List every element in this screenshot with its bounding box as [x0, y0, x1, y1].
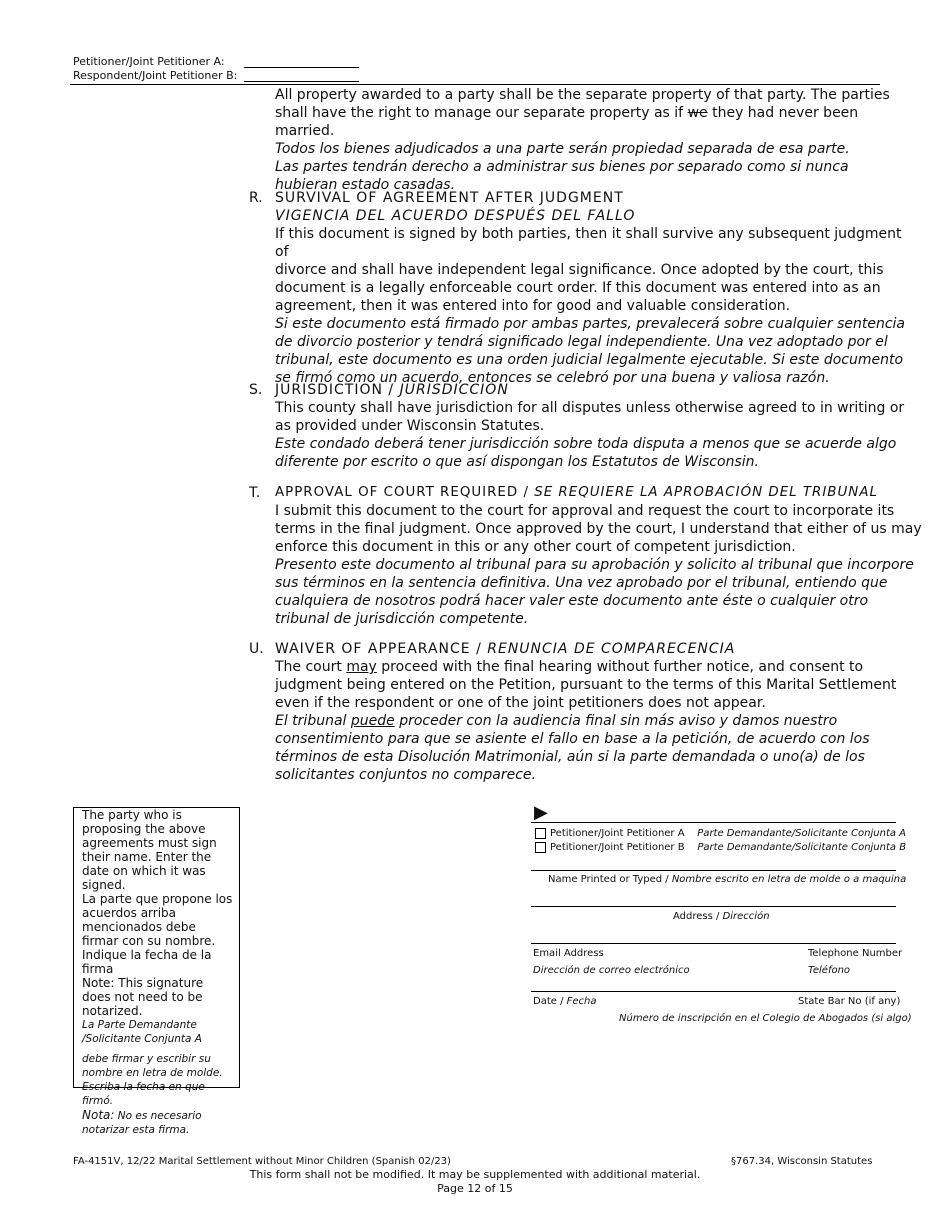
section-u [275, 640, 915, 784]
section-u-text-es: solicitantes conjuntos no comparece. [275, 767, 536, 783]
section-r-text-es: tribunal, este documento es una orden judicial legalmente ejecutable. Si este documento [275, 352, 904, 368]
section-u-text-es: El tribunal puede proceder con la audiencia final sin más aviso y damos nuestro [275, 713, 838, 729]
intro-en-line: All property awarded to a party shall be the separate property of that party. The parties [275, 87, 890, 103]
section-u-text-es: consentimiento para que se asiente el fallo en base a la petición, de acuerdo con los [275, 731, 870, 747]
instructions-es-italic-2: debe firmar y escribir su nombre en letra de molde. Escriba la fecha en que firmó. [82, 1053, 223, 1107]
section-r-text-es: se firmó como un acuerdo, entonces se celebró por una buena y valiosa razón. [275, 370, 830, 386]
option-b[interactable]: Petitioner/Joint Petitioner B Parte Demandante/Solicitante Conjunta B [535, 841, 906, 854]
intro-es-line: hubieran estado casadas. [275, 177, 456, 193]
section-t-text-es: Presento este documento al tribunal para su aprobación y solicito al tribunal que incorpore [275, 557, 914, 573]
petitioner-name-line[interactable] [244, 67, 359, 68]
section-t-text: I submit this document to the court for approval and request the court to incorporate its [275, 503, 895, 519]
instructions-en: The party who is proposing the above agreements must sign their name. Enter the date on which it was signed. [82, 808, 217, 892]
email-label-es: Dirección de correo electrónico [533, 965, 690, 976]
section-t-text-es: tribunal de jurisdicción competente. [275, 611, 529, 627]
section-s-text-es: diferente por escrito o que así dispongan los Estatutos de Wisconsin. [275, 454, 759, 470]
intro-en-line2: shall have the right to manage our separate property as if we they had never been married. [275, 105, 859, 139]
signature-line[interactable] [531, 822, 896, 823]
instructions-es-italic: La Parte Demandante /Solicitante Conjunta A [82, 1019, 202, 1045]
section-r-text-es: de divorcio posterior y tendrá significado legal independiente. Una vez adoptado por el [275, 334, 888, 350]
section-u-letter: U. [249, 641, 264, 657]
date-line[interactable] [531, 991, 896, 992]
section-u-title: WAIVER OF APPEARANCE / RENUNCIA DE COMPARECENCIA [275, 641, 736, 657]
respondent-label: Respondent/Joint Petitioner B: [73, 69, 238, 82]
section-s-title: JURISDICTION / JURISDICCIÓN [275, 382, 509, 398]
contact-line[interactable] [531, 943, 896, 944]
address-label: Address / Dirección [673, 911, 770, 922]
section-r-text-es: Si este documento está firmado por ambas partes, prevalecerá sobre cualquier sentencia [275, 316, 905, 332]
section-u-text: judgment being entered on the Petition, pursuant to the terms of this Marital Settlement [275, 677, 897, 693]
email-label: Email Address [533, 948, 604, 959]
nota-es: Nota: No es necesario notarizar esta firma. [82, 1108, 202, 1136]
petitioner-label: Petitioner/Joint Petitioner A: [73, 55, 225, 68]
intro-paragraph [275, 86, 915, 194]
section-r-title: SURVIVAL OF AGREEMENT AFTER JUDGMENT [275, 190, 624, 206]
section-s-text: This county shall have jurisdiction for all disputes unless otherwise agreed to in writing or [275, 400, 905, 416]
section-t-title: APPROVAL OF COURT REQUIRED / SE REQUIERE LA APROBACIÓN DEL TRIBUNAL [275, 485, 878, 500]
bar-label-es: Número de inscripción en el Colegio de Abogados (si algo) [619, 1013, 912, 1024]
intro-es-line: Todos los bienes adjudicados a una parte serán propiedad separada de esa parte. [275, 141, 850, 157]
section-r-text: divorce and shall have independent legal significance. Once adopted by the court, this [275, 262, 884, 278]
phone-label: Telephone Number [808, 948, 903, 959]
intro-es-line: Las partes tendrán derecho a administrar sus bienes por separado como si nunca [275, 159, 849, 175]
page-number: Page 12 of 15 [437, 1182, 513, 1195]
section-r-letter: R. [249, 190, 263, 206]
section-t-text: terms in the final judgment. Once approved by the court, I understand that either of us may [275, 521, 922, 537]
section-r-title-es: VIGENCIA DEL ACUERDO DESPUÉS DEL FALLO [275, 208, 636, 224]
statute: §767.34, Wisconsin Statutes [731, 1156, 873, 1167]
section-s-letter: S. [249, 382, 263, 398]
section-r-text: document is a legally enforceable court order. If this document was entered into as an [275, 280, 881, 296]
section-t-letter: T. [249, 485, 261, 501]
bar-label: State Bar No (if any) [798, 996, 901, 1007]
section-t-text-es: sus términos en la sentencia definitiva. Una vez aprobado por el tribunal, entiendo que [275, 575, 888, 591]
section-s-text: as provided under Wisconsin Statutes. [275, 418, 545, 434]
footer-notice: This form shall not be modified. It may be supplemented with additional material. [249, 1168, 701, 1181]
respondent-name-line[interactable] [244, 81, 359, 82]
phone-label-es: Teléfono [808, 965, 851, 976]
section-u-text: The court may proceed with the final hearing without further notice, and consent to [275, 659, 864, 675]
section-s-text-es: Este condado deberá tener jurisdicción sobre toda disputa a menos que se acuerde algo [275, 436, 897, 452]
address-line[interactable] [531, 906, 896, 907]
section-t [275, 484, 925, 628]
section-u-text-es: términos de esta Disolución Matrimonial, aún si la parte demandada o uno(a) de los [275, 749, 865, 765]
section-s [275, 381, 915, 471]
instructions-es: La parte que propone los acuerdos arriba mencionados debe firmar con su nombre. Indique la fecha de la firma [82, 892, 233, 976]
date-label: Date / Fecha [533, 996, 597, 1007]
name-line[interactable] [531, 870, 896, 871]
option-a[interactable]: Petitioner/Joint Petitioner A Parte Demandante/Solicitante Conjunta A [535, 827, 906, 840]
section-r-text: agreement, then it was entered into for good and valuable consideration. [275, 298, 791, 314]
section-u-text: even if the respondent or one of the joint petitioners does not appear. [275, 695, 766, 711]
signature-instructions-box [73, 807, 240, 1136]
checkbox-icon[interactable] [535, 828, 546, 839]
name-label: Name Printed or Typed / Nombre escrito en letra de molde o a maquina [548, 874, 907, 885]
section-r-text: If this document is signed by both parties, then it shall survive any subsequent judgment of [275, 226, 902, 260]
header-rule [70, 84, 880, 85]
section-r [275, 189, 915, 387]
arrow-icon: ▶ [534, 802, 548, 823]
checkbox-icon[interactable] [535, 842, 546, 853]
form-id: FA-4151V, 12/22 Marital Settlement without Minor Children (Spanish 02/23) [73, 1156, 451, 1167]
note-en: Note: This signature does not need to be notarized. [82, 976, 204, 1018]
section-t-text: enforce this document in this or any other court of competent jurisdiction. [275, 539, 796, 555]
section-t-text-es: cualquiera de nosotros podrá hacer valer este documento ante éste o cualquier otro [275, 593, 869, 609]
